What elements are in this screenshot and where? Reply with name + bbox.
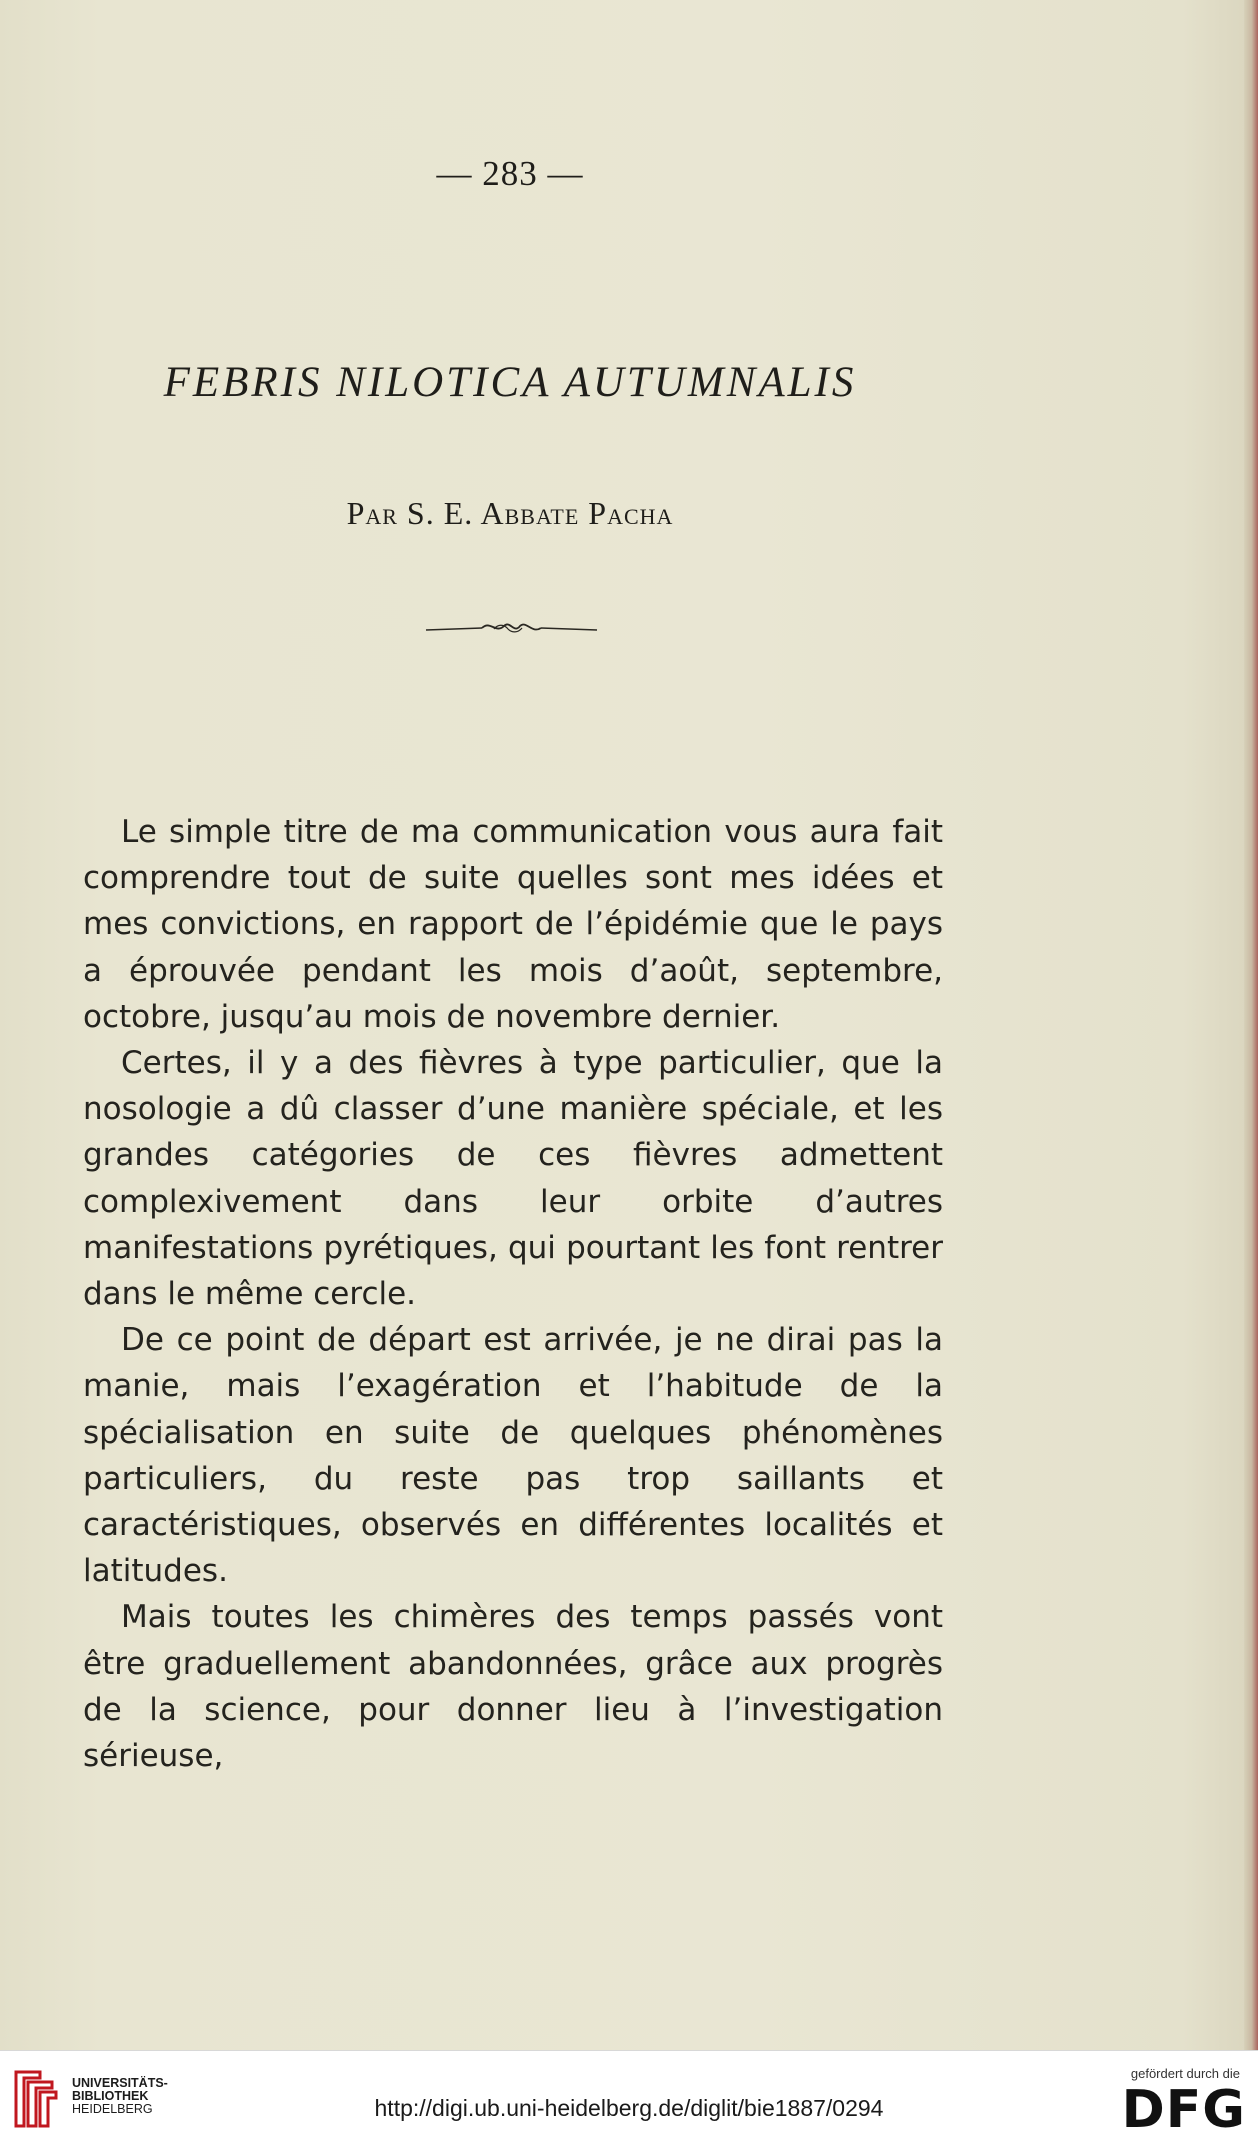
library-name-line: HEIDELBERG [72, 2102, 153, 2116]
page-edge-shadow [1244, 0, 1258, 2050]
library-name-line: BIBLIOTHEK [72, 2089, 149, 2103]
funding-caption: gefördert durch die [1130, 2066, 1240, 2081]
university-library-logo-icon[interactable] [10, 2068, 58, 2130]
dfg-logo[interactable]: DFG [1121, 2080, 1246, 2140]
page-number: — 283 — [436, 154, 584, 193]
paragraph: De ce point de départ est arrivée, je ne dirai pas la manie, mais l’exagération et l’habitude de la spécialisation en suite de quelques phénomènes particuliers, du reste pas trop saillants et caractéristiques, observés en différentes localités et latitudes. [83, 1322, 943, 1590]
university-library-name [72, 2077, 168, 2116]
library-name-line: UNIVERSITÄTS- [72, 2076, 168, 2090]
author-byline [0, 495, 1020, 532]
ornament-divider-icon [424, 616, 599, 640]
paragraph: Le simple titre de ma communication vous aura fait comprendre tout de suite quelles sont mes idées et mes convictions, en rapport de l’épidémie que le pays a éprouvée pendant les mois d’août, septembre, octobre, jusqu’au mois de novembre dernier. [83, 814, 943, 1035]
author-byline-text: Par S. E. Abbate Pacha [346, 495, 674, 531]
paragraph: Mais toutes les chimères des temps passés vont être graduellement abandonnées, grâce aux progrès de la science, pour donner lieu à l’investigation sérieuse, [83, 1599, 943, 1775]
paragraph: Certes, il y a des fièvres à type particulier, que la nosologie a dû classer d’une manière spéciale, et les grandes catégories de ces fièvres admettent complexivement dans leur orbite d’autres manifestations pyrétiques, qui pourtant les font rentrer dans le même cercle. [83, 1045, 943, 1313]
article-title: FEBRIS NILOTICA AUTUMNALIS [163, 359, 857, 406]
article-body [83, 809, 943, 1779]
viewer-footer [0, 2050, 1258, 2144]
permalink-url[interactable]: http://digi.ub.uni-heidelberg.de/diglit/bie1887/0294 [374, 2095, 884, 2121]
